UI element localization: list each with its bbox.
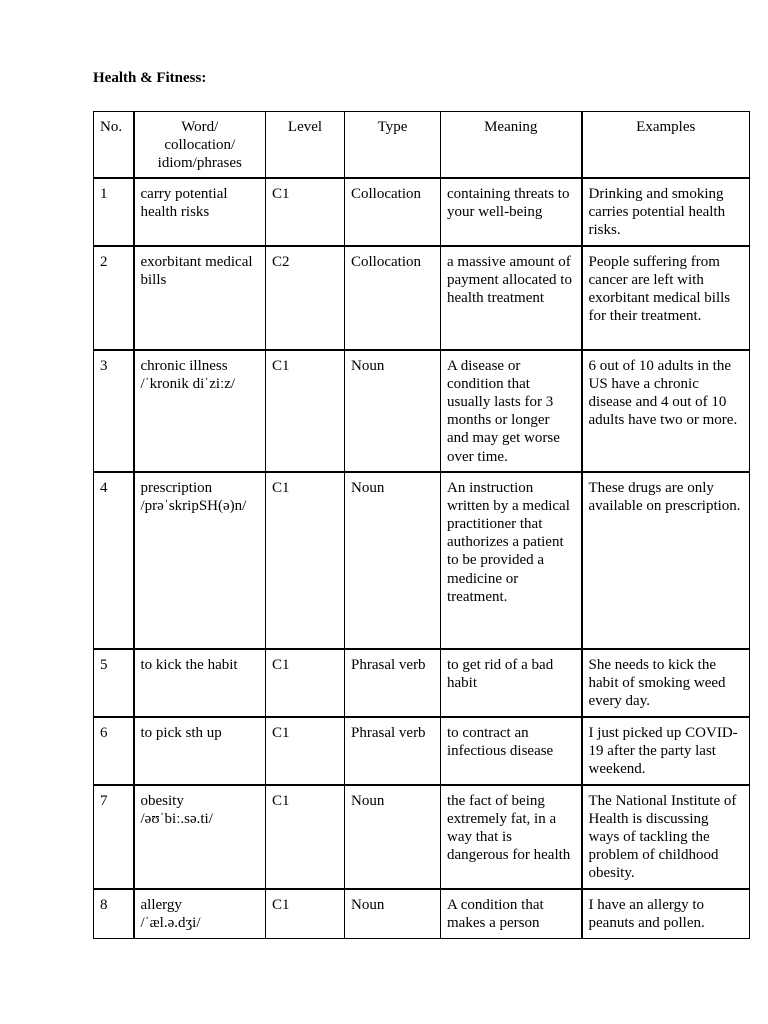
type-cell: Collocation (345, 246, 441, 350)
page-title: Health & Fitness: (93, 70, 207, 86)
example-cell: She needs to kick the habit of smoking weed every day. (582, 649, 750, 717)
type-cell: Noun (345, 889, 441, 939)
level-cell: C1 (266, 889, 345, 939)
table-row (94, 472, 750, 649)
example-cell: People suffering from cancer are left with exorbitant medical bills for their treatment. (582, 246, 750, 350)
row-number: 8 (94, 889, 134, 939)
word-cell (134, 350, 266, 472)
table-row (94, 649, 750, 717)
meaning-cell: An instruction written by a medical practitioner that authorizes a patient to be provided a medicine or treatment. (441, 472, 582, 649)
header-type: Type (345, 112, 441, 178)
level-cell: C1 (266, 649, 345, 717)
row-number: 7 (94, 785, 134, 889)
word-text: allergy (140, 896, 182, 913)
word-cell (134, 472, 266, 649)
table-row (94, 785, 750, 889)
type-cell: Phrasal verb (345, 649, 441, 717)
example-cell: I just picked up COVID-19 after the party last weekend. (582, 717, 750, 785)
meaning-cell: to contract an infectious disease (441, 717, 582, 785)
level-cell: C1 (266, 785, 345, 889)
level-cell: C2 (266, 246, 345, 350)
table-row (94, 889, 750, 939)
example-cell: The National Institute of Health is discussing ways of tackling the problem of childhood obesity. (582, 785, 750, 889)
meaning-cell: to get rid of a bad habit (441, 649, 582, 717)
example-cell: Drinking and smoking carries potential health risks. (582, 178, 750, 246)
row-number: 5 (94, 649, 134, 717)
type-cell: Noun (345, 472, 441, 649)
row-number: 4 (94, 472, 134, 649)
meaning-cell: A condition that makes a person (441, 889, 582, 939)
row-number: 1 (94, 178, 134, 246)
header-word-line3: idiom/phrases (157, 155, 242, 172)
table-row (94, 717, 750, 785)
word-text: exorbitant medical bills (140, 253, 253, 288)
word-text: carry potential health risks (140, 185, 228, 220)
example-cell: I have an allergy to peanuts and pollen. (582, 889, 750, 939)
pronunciation-text: /ˈkronik diˈziːz/ (140, 375, 236, 392)
pronunciation-text: /ˈæl.ə.dʒi/ (140, 914, 201, 931)
row-number: 3 (94, 350, 134, 472)
type-cell: Noun (345, 785, 441, 889)
type-cell: Phrasal verb (345, 717, 441, 785)
word-text: to kick the habit (140, 656, 238, 673)
word-text: prescription (140, 479, 213, 496)
meaning-cell: the fact of being extremely fat, in a way that is dangerous for health (441, 785, 582, 889)
vocabulary-table (93, 111, 750, 939)
word-cell (134, 785, 266, 889)
meaning-cell: A disease or condition that usually lasts for 3 months or longer and may get worse over time. (441, 350, 582, 472)
table-row (94, 246, 750, 350)
header-word (134, 112, 266, 178)
level-cell: C1 (266, 472, 345, 649)
row-number: 6 (94, 717, 134, 785)
word-cell (134, 649, 266, 717)
header-no: No. (94, 112, 134, 178)
meaning-cell: containing threats to your well-being (441, 178, 582, 246)
header-word-line1: Word/ (181, 119, 219, 135)
pronunciation-text: /prəˈskripSH(ə)n/ (140, 497, 247, 514)
table-row (94, 178, 750, 246)
word-text: obesity (140, 792, 184, 809)
level-cell: C1 (266, 717, 345, 785)
word-cell (134, 246, 266, 350)
header-examples: Examples (582, 112, 750, 178)
pronunciation-text: /əʊˈbiː.sə.ti/ (140, 810, 213, 827)
header-level: Level (266, 112, 345, 178)
example-cell: These drugs are only available on prescription. (582, 472, 750, 649)
table-row (94, 350, 750, 472)
type-cell: Noun (345, 350, 441, 472)
level-cell: C1 (266, 350, 345, 472)
example-cell: 6 out of 10 adults in the US have a chronic disease and 4 out of 10 adults have two or more. (582, 350, 750, 472)
type-cell: Collocation (345, 178, 441, 246)
meaning-cell: a massive amount of payment allocated to health treatment (441, 246, 582, 350)
word-cell (134, 717, 266, 785)
word-cell (134, 178, 266, 246)
header-word-line2: collocation/ (164, 137, 236, 154)
header-meaning: Meaning (441, 112, 582, 178)
word-text: to pick sth up (140, 724, 222, 741)
word-cell (134, 889, 266, 939)
level-cell: C1 (266, 178, 345, 246)
word-text: chronic illness (140, 357, 228, 374)
row-number: 2 (94, 246, 134, 350)
table-header-row (94, 112, 750, 178)
